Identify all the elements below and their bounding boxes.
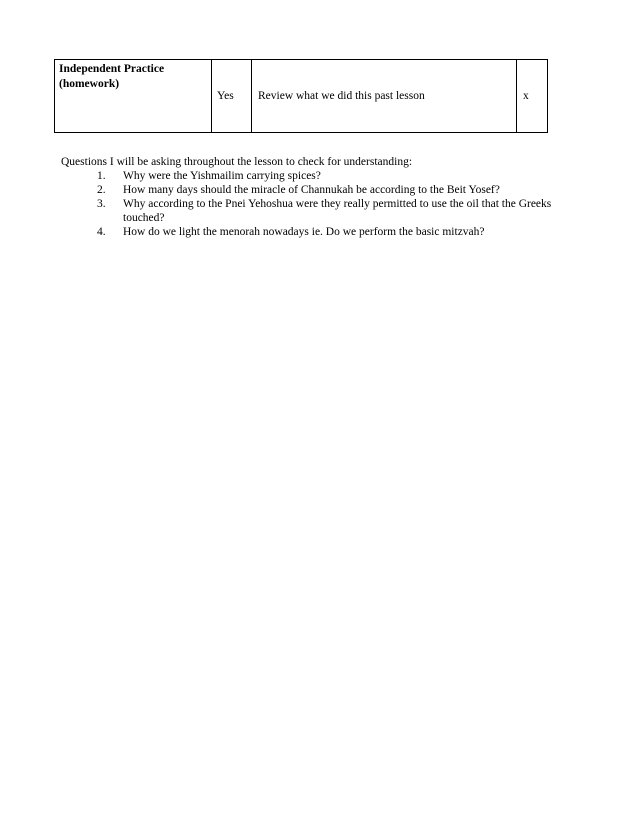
- list-item-number: 1.: [97, 170, 106, 182]
- list-item: [61, 183, 561, 197]
- included-cell: Yes: [212, 60, 252, 133]
- list-item-number: 2.: [97, 184, 106, 196]
- questions-intro: Questions I will be asking throughout the lesson to check for understanding:: [61, 156, 413, 168]
- list-item: [61, 169, 561, 183]
- list-item: [61, 197, 561, 225]
- list-item-text: How do we light the menorah nowadays ie. Do we perform the basic mitzvah?: [123, 226, 485, 238]
- mark-cell: x: [517, 60, 548, 133]
- description-cell: Review what we did this past lesson: [252, 60, 517, 133]
- activity-title: Independent Practice: [59, 63, 165, 75]
- list-item: [61, 225, 561, 239]
- activity-subtitle: (homework): [59, 78, 120, 90]
- questions-section: [61, 155, 561, 239]
- activity-cell: [55, 60, 212, 133]
- list-item-text: Why according to the Pnei Yehoshua were they really permitted to use the oil that the Greeks touched?: [123, 198, 552, 224]
- table-row: [55, 60, 548, 133]
- questions-list: [61, 169, 561, 239]
- list-item-text: Why were the Yishmailim carrying spices?: [123, 170, 321, 182]
- list-item-text: How many days should the miracle of Channukah be according to the Beit Yosef?: [123, 184, 500, 196]
- list-item-number: 4.: [97, 226, 106, 238]
- lesson-plan-table: [54, 59, 548, 133]
- list-item-number: 3.: [97, 198, 106, 210]
